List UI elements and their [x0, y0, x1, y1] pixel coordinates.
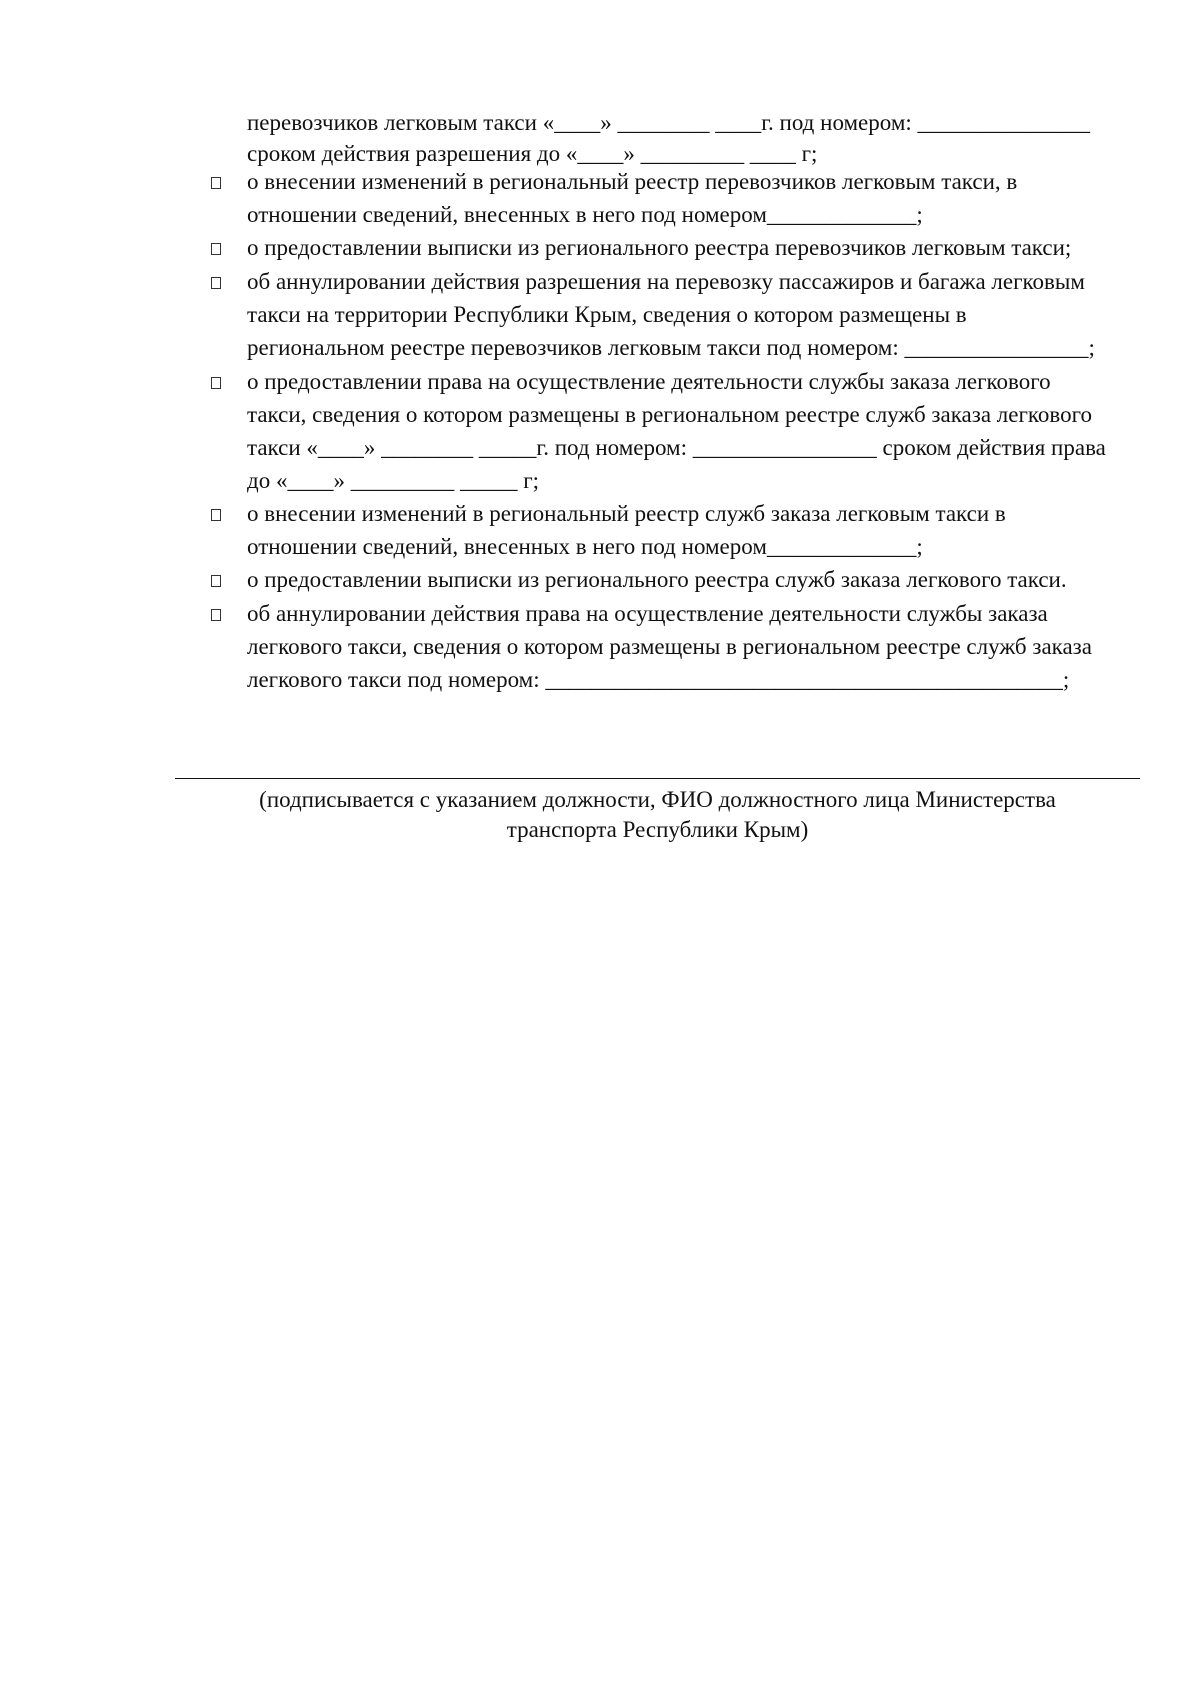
option-3-line-2: такси на территории Республики Крым, сведения о котором размещены в [247, 302, 967, 327]
option-7-line-1: об аннулировании действия права на осуществление деятельности службы заказа [247, 601, 1048, 626]
option-5-line-1: о внесении изменений в региональный реестр служб заказа легковым такси в [247, 501, 1006, 526]
option-checkbox-1[interactable] [211, 177, 221, 189]
option-1-line-1: о внесении изменений в региональный реестр перевозчиков легковым такси, в [247, 169, 1018, 194]
option-5-line-2: отношении сведений, внесенных в него под номером_____________; [247, 534, 923, 559]
continuation-line-2: сроком действия разрешения до «____» _________ ____ г; [247, 141, 818, 166]
signature-line [175, 778, 1140, 779]
option-checkbox-4[interactable] [211, 377, 221, 389]
option-6-line-1: о предоставлении выписки из регионального реестра служб заказа легкового такси. [247, 567, 1067, 592]
option-checkbox-3[interactable] [211, 277, 221, 289]
option-4-line-1: о предоставлении права на осуществление деятельности службы заказа легкового [247, 369, 1051, 394]
option-7-line-2: легкового такси, сведения о котором размещены в региональном реестре служб заказа [247, 634, 1092, 659]
option-checkbox-5[interactable] [211, 509, 221, 521]
continuation-line-1: перевозчиков легковым такси «____» ________ ____г. под номером: _______________ [247, 110, 1091, 135]
option-2-line-1: о предоставлении выписки из регионального реестра перевозчиков легковым такси; [247, 235, 1072, 260]
signature-caption-line-1: (подписывается с указанием должности, ФИО должностного лица Министерства [259, 787, 1056, 812]
option-4-line-3: такси «____» ________ _____г. под номером: ________________ сроком действия права [247, 435, 1106, 460]
option-4-line-4: до «____» _________ _____ г; [247, 468, 540, 493]
option-7-line-3: легкового такси под номером: _____________________________________________; [247, 667, 1070, 692]
signature-caption-line-2: транспорта Республики Крым) [506, 817, 809, 842]
option-3-line-3: региональном реестре перевозчиков легковым такси под номером: ________________; [247, 335, 1095, 360]
option-4-line-2: такси, сведения о котором размещены в региональном реестре служб заказа легкового [247, 402, 1092, 427]
option-1-line-2: отношении сведений, внесенных в него под номером_____________; [247, 202, 923, 227]
option-3-line-1: об аннулировании действия разрешения на перевозку пассажиров и багажа легковым [247, 269, 1085, 294]
option-checkbox-2[interactable] [211, 243, 221, 255]
option-checkbox-6[interactable] [211, 575, 221, 587]
option-checkbox-7[interactable] [211, 609, 221, 621]
